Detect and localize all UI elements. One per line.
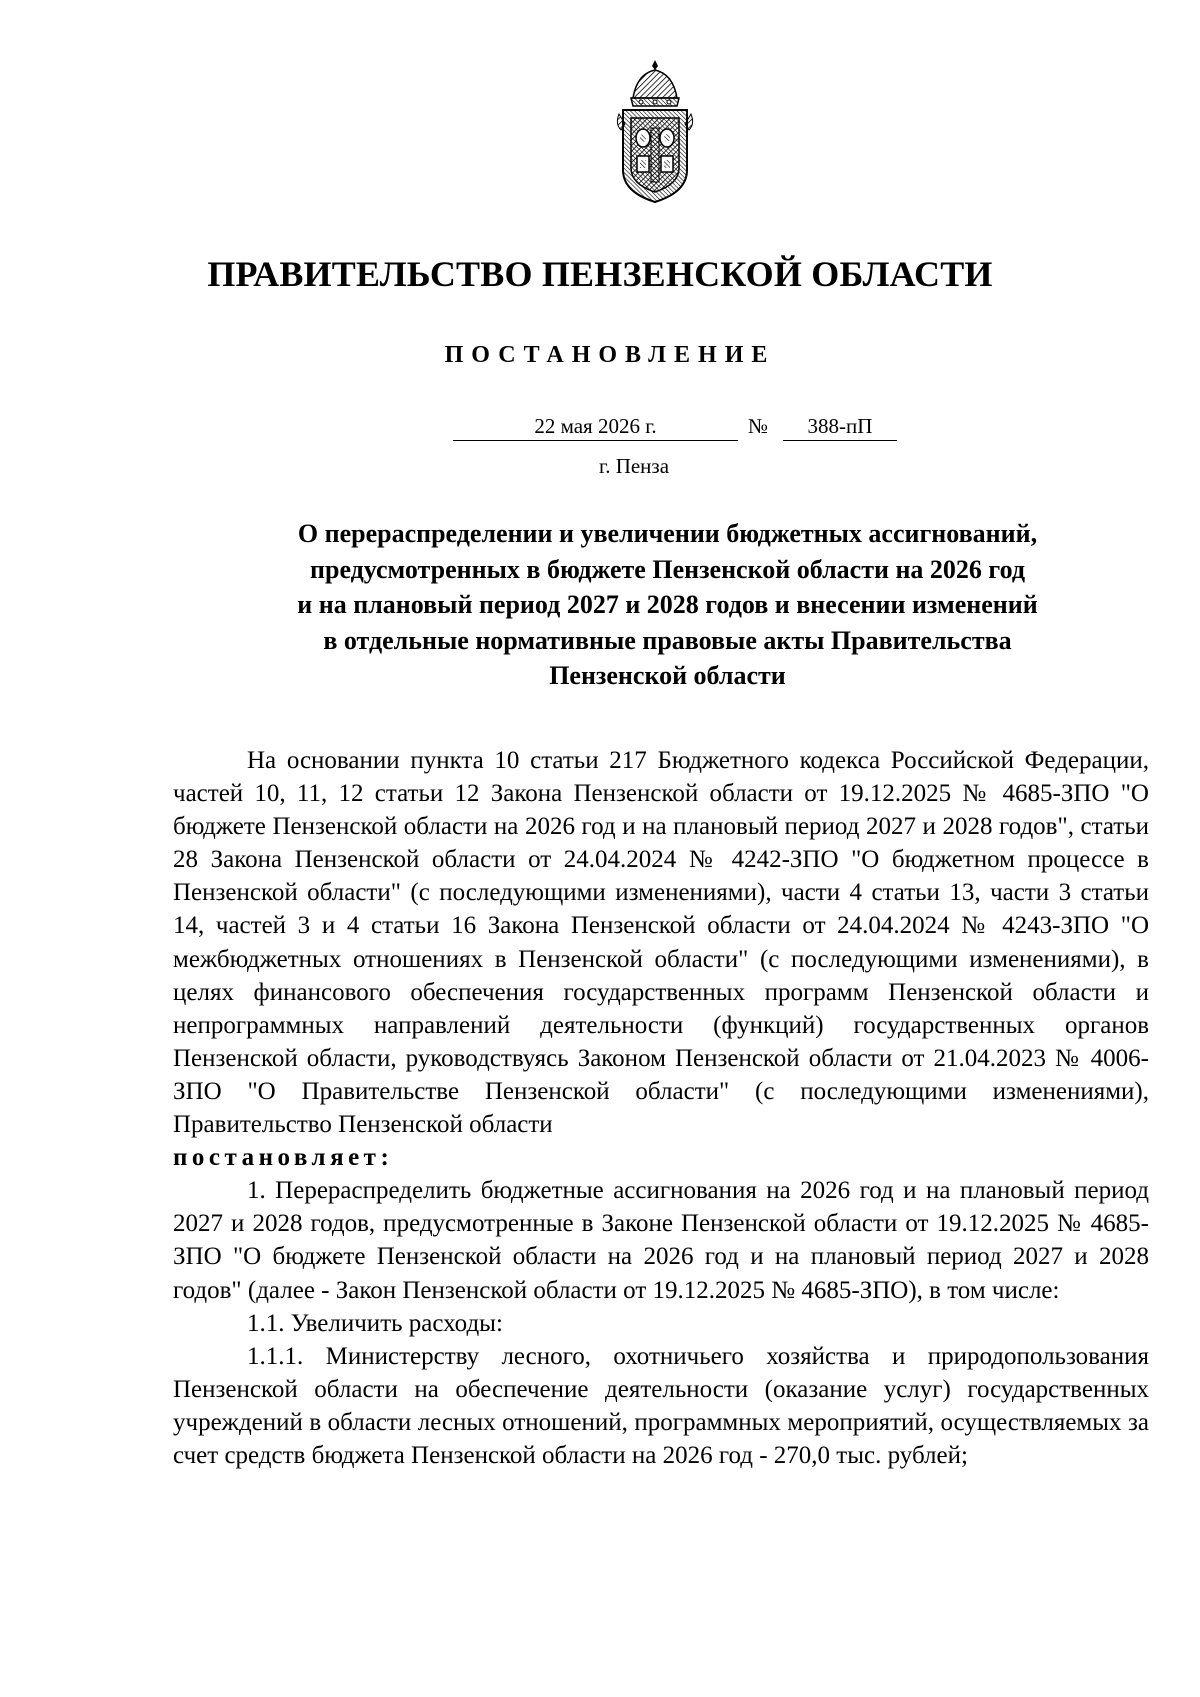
document-type: ПОСТАНОВЛЕНИЕ (444, 342, 776, 368)
preamble-paragraph (173, 744, 1149, 1141)
item-1-paragraph: 1. Перераспределить бюджетные ассигнования на 2026 год и на плановый период 2027 и 2028 годов, предусмотренные в Законе Пензенской области от 19.12.2025 № 4685-ЗПО "О бюджете Пензенской области на 2026 год и на плановый период 2027 и 2028 годов" (далее - Закон Пензенской области от 19.12.2025 № 4685-ЗПО), в том числе: (173, 1177, 1149, 1304)
document-city: г. Пенза (598, 454, 670, 478)
document-subject: О перераспределении и увеличении бюджетных ассигнований, предусмотренных в бюджете Пензенской области на 2026 год и на плановый период 2027 и 2028 годов и внесении изменений в отдельные нормативные правовые акты Правительства Пензенской области (297, 519, 1038, 690)
coat-of-arms-emblem-icon (611, 58, 699, 206)
decree-word-paragraph (173, 1141, 1149, 1174)
number-sign: № (748, 414, 769, 438)
decree-word: постановляет: (173, 1144, 394, 1172)
document-number: 388-пП (783, 412, 897, 441)
government-title: ПРАВИТЕЛЬСТВО ПЕНЗЕНСКОЙ ОБЛАСТИ (207, 254, 993, 294)
item-1-1-1-paragraph: 1.1.1. Министерству лесного, охотничьего хозяйства и природопользования Пензенской области на обеспечение деятельности (оказание услуг) государственных учреждений в области лесных отношений, программных мероприятий, осуществляемых за счет средств бюджета Пензенской области на 2026 год - 270,0 тыс. рублей; (173, 1342, 1149, 1469)
preamble-text: На основании пункта 10 статьи 217 Бюджетного кодекса Российской Федерации, частей 10, 11, 12 статьи 12 Закона Пензенской области от 19.12.2025 № 4685-ЗПО "О бюджете Пензенской области на 2026 год и на плановый период 2027 и 2028 годов", статьи 28 Закона Пензенской области от 24.04.2024 № 4242-ЗПО "О бюджетном процессе в Пензенской области" (с последующими изменениями), части 4 статьи 13, части 3 статьи 14, частей 3 и 4 статьи 16 Закона Пензенской области от 24.04.2024 № 4243-ЗПО "О межбюджетных отношениях в Пензенской области" (с последующими изменениями), в целях финансового обеспечения государственных программ Пензенской области и непрограммных направлений деятельности (функций) государственных органов Пензенской области, руководствуясь Законом Пензенской области от 21.04.2023 № 4006-ЗПО "О Правительстве Пензенской области" (с последующими изменениями), Правительство Пензенской области (173, 747, 1149, 1139)
document-date: 22 мая 2026 г. (453, 412, 738, 441)
item-1-1-paragraph: 1.1. Увеличить расходы: (247, 1309, 503, 1337)
document-body (173, 744, 1149, 1472)
